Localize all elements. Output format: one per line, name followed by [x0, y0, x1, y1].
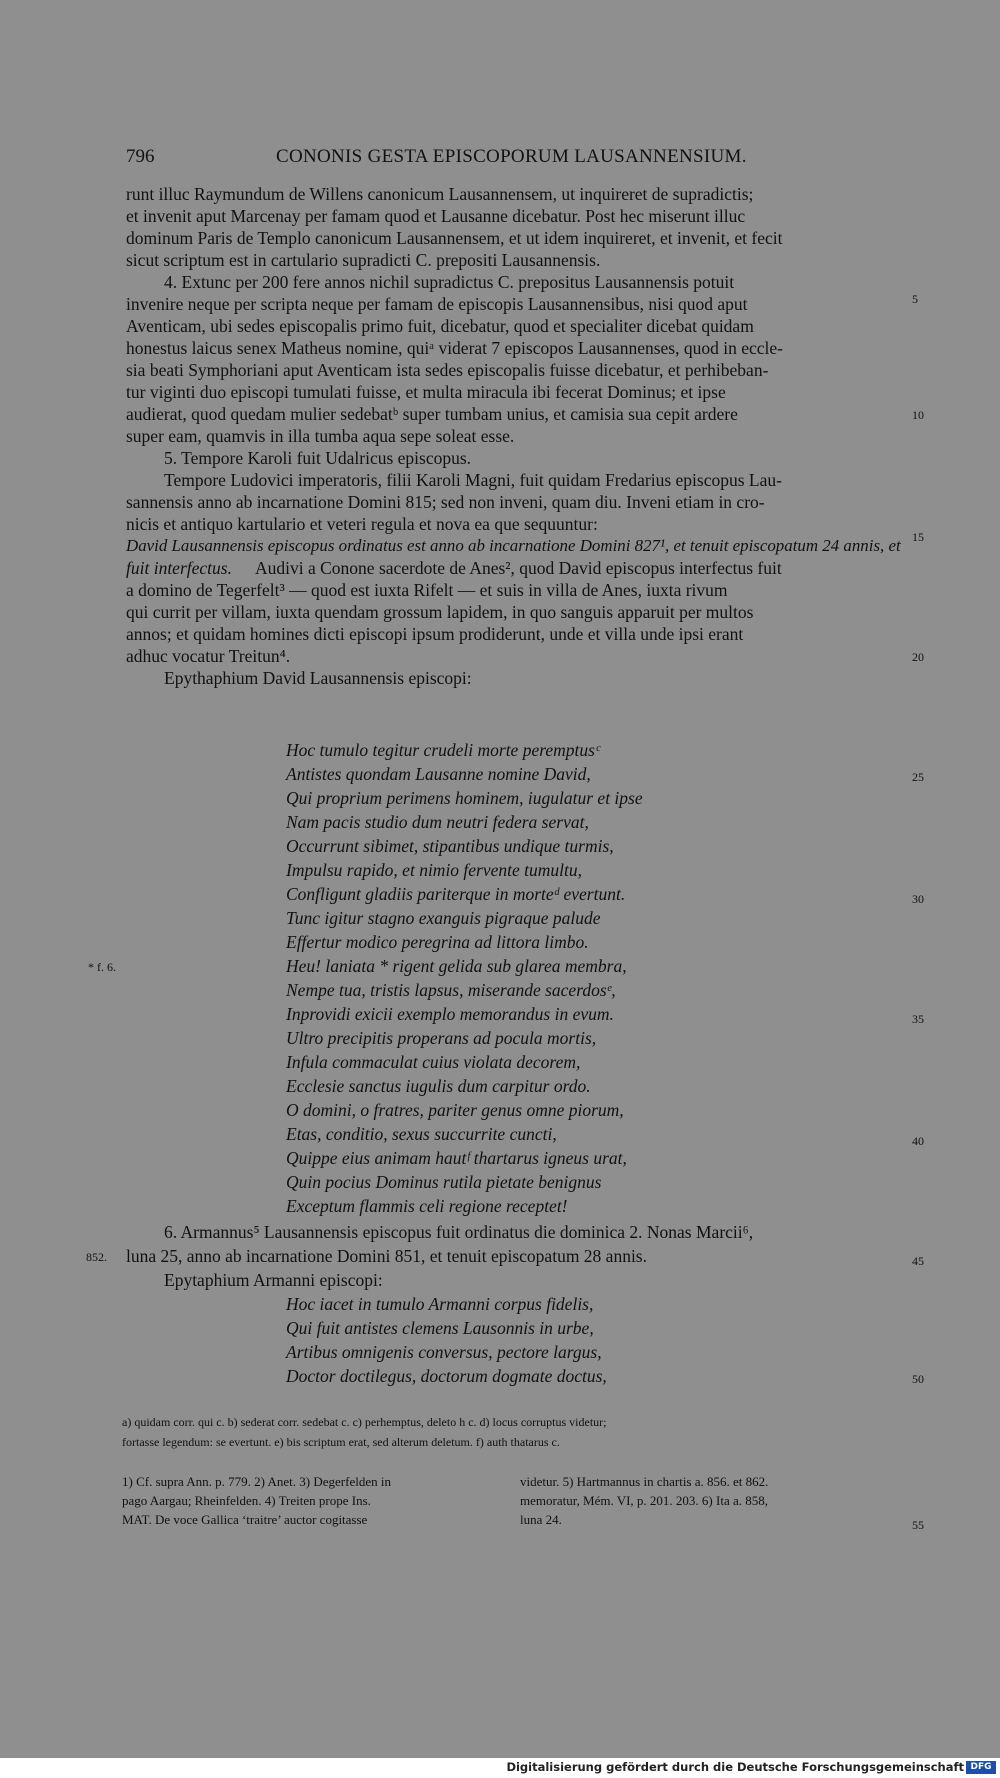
margin-folio-note: * f. 6. [88, 960, 116, 974]
line-number: 10 [912, 408, 924, 422]
running-title: CONONIS GESTA EPISCOPORUM LAUSANNENSIUM. [276, 146, 747, 167]
poem-line: Tunc igitur stagno exanguis pigraque palude [286, 908, 601, 928]
poem-line: Qui proprium perimens hominem, iugulatur et ipse [286, 788, 643, 808]
text-line: Tempore Ludovici imperatoris, filii Karoli Magni, fuit quidam Fredarius episcopus Lau- [164, 470, 782, 490]
footnote-line: memoratur, Mém. VI, p. 201. 203. 6) Ita a. 858, [520, 1493, 768, 1508]
apparatus-line: fortasse legendum: se evertunt. e) bis scriptum erat, sed alterum deletum. f) auth thatarus c. [122, 1435, 560, 1449]
line-number: 20 [912, 650, 924, 664]
poem-line: O domini, o fratres, pariter genus omne piorum, [286, 1100, 624, 1120]
poem-line: Hoc tumulo tegitur crudeli morte peremptusᶜ [286, 740, 600, 760]
poem-line: Inprovidi exicii exemplo memorandus in evum. [286, 1004, 614, 1024]
funding-credit-text: Digitalisierung gefördert durch die Deutsche Forschungsgemeinschaft [506, 1760, 964, 1774]
text-line: annos; et quidam homines dicti episcopi ipsum prodiderunt, unde et villa unde ipsi erant [126, 624, 744, 644]
poem-line: Antistes quondam Lausanne nomine David, [286, 764, 591, 784]
line-number: 5 [912, 292, 918, 306]
text-line: 4. Extunc per 200 fere annos nichil supradictus C. prepositus Lausannensis potuit [164, 272, 735, 292]
text-line: sia beati Symphoriani aput Aventicam ista sedes episcopalis fuisse dicebatur, et perhibeban- [126, 360, 769, 380]
poem-line: Doctor doctilegus, doctorum dogmate doctus, [286, 1366, 607, 1386]
footnote-line: pago Aargau; Rheinfelden. 4) Treiten prope Ins. [122, 1493, 371, 1508]
text-line: 6. Armannus⁵ Lausannensis episcopus fuit ordinatus die dominica 2. Nonas Marcii⁶, [164, 1222, 754, 1242]
text-line: sicut scriptum est in cartulario supradicti C. prepositi Lausannensis. [126, 250, 601, 270]
footnote-line: MAT. De voce Gallica ‘traitre’ auctor cogitasse [122, 1512, 368, 1527]
poem-line: Ecclesie sanctus iugulis dum carpitur ordo. [286, 1076, 591, 1096]
line-number: 15 [912, 530, 924, 544]
text-line: et invenit aput Marcenay per famam quod et Lausanne dicebatur. Post hec miserunt illuc [126, 206, 746, 226]
text-line: super eam, quamvis in illa tumba aqua sepe soleat esse. [126, 426, 515, 446]
text-line: adhuc vocatur Treitun⁴. [126, 646, 291, 666]
dfg-logo: DFG [966, 1761, 996, 1774]
poem-line: Qui fuit antistes clemens Lausonnis in urbe, [286, 1318, 594, 1338]
poem-line: Nempe tua, tristis lapsus, miserande sacerdosᵉ, [286, 980, 616, 1000]
poem-line: Quippe eius animam hautᶠ thartarus igneus urat, [286, 1148, 627, 1168]
poem-line: Infula commaculat cuius violata decorem, [286, 1052, 581, 1072]
line-number: 55 [912, 1518, 924, 1532]
text-line: dominum Paris de Templo canonicum Lausannensem, et ut idem inquireret, et invenit, et fecit [126, 228, 783, 248]
poem-line: Confligunt gladiis pariterque in morteᵈ evertunt. [286, 884, 626, 904]
text-line: Epytaphium Armanni episcopi: [164, 1270, 383, 1290]
footnote-line: videtur. 5) Hartmannus in chartis a. 856. et 862. [520, 1474, 769, 1489]
text-line: Epythaphium David Lausannensis episcopi: [164, 668, 472, 688]
text-line: audierat, quod quedam mulier sedebatᵇ super tumbam unius, et camisia sua cepit ardere [126, 404, 738, 424]
text-line: invenire neque per scripta neque per famam de episcopis Lausannensibus, nisi quod aput [126, 294, 748, 314]
funding-credit-bar [0, 1758, 1000, 1778]
poem-line: Hoc iacet in tumulo Armanni corpus fidelis, [286, 1294, 594, 1314]
text-line: luna 25, anno ab incarnatione Domini 851, et tenuit episcopatum 28 annis. [126, 1246, 647, 1266]
apparatus-line: a) quidam corr. qui c. b) sederat corr. sedebat c. c) perhemptus, deleto h c. d) locus corruptus videtur; [122, 1415, 607, 1429]
line-number: 45 [912, 1254, 924, 1268]
text-line: fuit interfectus. [126, 558, 232, 578]
poem-line: Effertur modico peregrina ad littora limbo. [286, 932, 589, 952]
footnote-line: 1) Cf. supra Ann. p. 779. 2) Anet. 3) Degerfelden in [122, 1474, 391, 1489]
poem-line: Occurrunt sibimet, stipantibus undique turmis, [286, 836, 614, 856]
line-number: 35 [912, 1012, 924, 1026]
line-number: 30 [912, 892, 924, 906]
page-header [126, 146, 906, 176]
margin-year-note: 852. [86, 1250, 107, 1264]
poem-line: Artibus omnigenis conversus, pectore largus, [286, 1342, 602, 1362]
text-line: tur viginti duo episcopi tumulati fuisse, et multa miracula ibi fecerat Dominus; et ipse [126, 382, 726, 402]
text-line: honestus laicus senex Matheus nomine, quiᵃ viderat 7 episcopos Lausannenses, quod in eccle- [126, 338, 783, 358]
text-line: qui currit per villam, iuxta quendam grossum lapidem, in quo sanguis apparuit per multos [126, 602, 754, 622]
text-line: sannensis anno ab incarnatione Domini 815; sed non inveni, quam diu. Inveni etiam in cro- [126, 492, 765, 512]
poem-line: Impulsu rapido, et nimio fervente tumultu, [286, 860, 583, 880]
poem-line: Etas, conditio, sexus succurrite cuncti, [286, 1124, 557, 1144]
poem-line: Exceptum flammis celi regione receptet! [286, 1196, 568, 1216]
text-line: Aventicam, ubi sedes episcopalis primo fuit, dicebatur, quod et specialiter dicebat quidam [126, 316, 754, 336]
line-number: 50 [912, 1372, 924, 1386]
text-line: Audivi a Conone sacerdote de Anes², quod David episcopus interfectus fuit [255, 558, 782, 578]
text-line: a domino de Tegerfelt³ — quod est iuxta Rifelt — et suis in villa de Anes, iuxta rivum [126, 580, 728, 600]
poem-line: Heu! laniata * rigent gelida sub glarea membra, [286, 956, 627, 976]
line-number: 40 [912, 1134, 924, 1148]
poem-line: Nam pacis studio dum neutri federa servat, [286, 812, 589, 832]
line-number: 25 [912, 770, 924, 784]
text-line: runt illuc Raymundum de Willens canonicum Lausannensem, ut inquireret de supradictis; [126, 184, 754, 204]
poem-line: Ultro precipitis properans ad pocula mortis, [286, 1028, 597, 1048]
text-line: 5. Tempore Karoli fuit Udalricus episcopus. [164, 448, 472, 468]
page-number: 796 [126, 146, 155, 167]
text-line: nicis et antiquo kartulario et veteri regula et nova ea que sequuntur: [126, 514, 598, 534]
text-line: David Lausannensis episcopus ordinatus est anno ab incarnatione Domini 827¹, et tenuit episcopatum 24 annis, et [126, 536, 901, 555]
footnote-line: luna 24. [520, 1512, 562, 1527]
poem-line: Quin pocius Dominus rutila pietate benignus [286, 1172, 602, 1192]
